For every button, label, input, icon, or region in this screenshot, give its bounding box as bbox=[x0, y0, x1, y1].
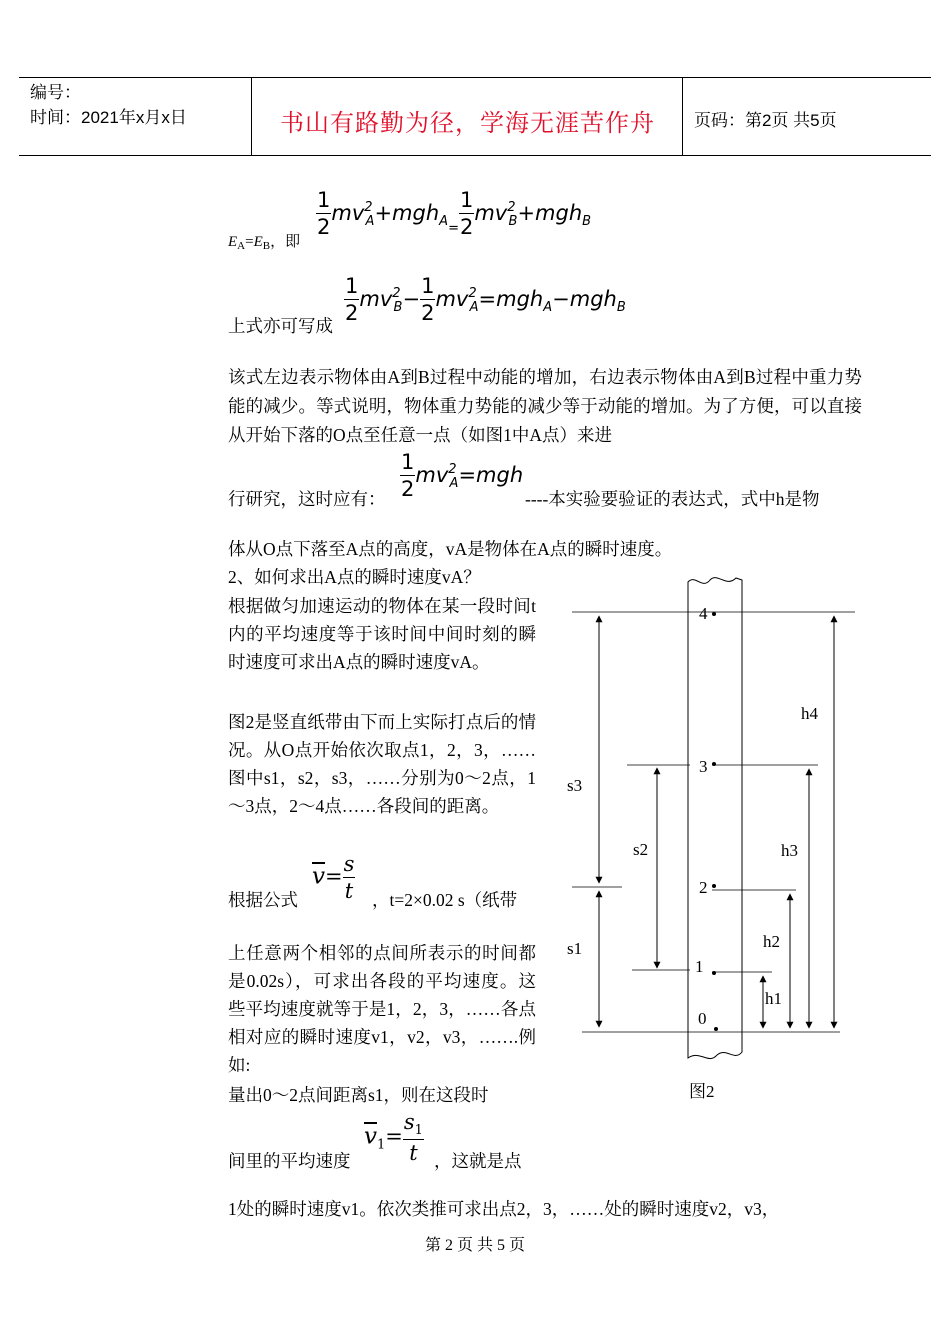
page-footer: 第 2 页 共 5 页 bbox=[424, 1237, 525, 1254]
point-label-0: 0 bbox=[698, 1009, 707, 1028]
header-bottom-rule bbox=[19, 155, 931, 156]
point-label-2: 2 bbox=[699, 878, 708, 897]
tape-dot-4 bbox=[712, 612, 716, 616]
tape-dot-0 bbox=[714, 1027, 718, 1031]
paragraph-segment-speed: 上任意两个相邻的点间所表示的时间都是0.02s），可求出各段的平均速度。这些平均速度就等于是1，2，3，……各点相对应的瞬时速度v1，v2，v3，…….例如: bbox=[228, 943, 536, 1075]
v1-lead: 间里的平均速度 bbox=[228, 1151, 351, 1171]
time-label: 时间：2021年x月x日 bbox=[30, 108, 187, 127]
label-s1: s1 bbox=[567, 939, 583, 958]
point-label-3: 3 bbox=[699, 757, 708, 776]
paragraph-explanation: 该式左边表示物体由A到B过程中动能的增加，右边表示物体由A到B过程中重力势能的减少。等式说明，物体重力势能的减少等于动能的增加。为了方便，可以直接从开始下落的O点至任意一点（如图1中A点）来进 bbox=[228, 367, 862, 445]
paper-tape-outline bbox=[688, 578, 742, 1059]
formula-v1: $\overline{v}_1=$ $\frac{s_1}{t}$ bbox=[364, 1110, 423, 1165]
point-label-4: 4 bbox=[699, 604, 708, 623]
study-line-lead: 行研究，这时应有： bbox=[228, 489, 386, 509]
height-definition: 体从O点下落至A点的高度，vA是物体在A点的瞬时速度。 bbox=[228, 539, 673, 559]
formula-tail: ，t=2×0.02 s（纸带 bbox=[372, 890, 518, 910]
paragraph-measure-s1: 量出0～2点间距离s1，则在这段时 bbox=[228, 1085, 489, 1105]
equation-energy-difference: $\frac{1}{2}$ $mv^2_B-$ $\frac{1}{2}$ $mv^2_A=mgh_A-mgh_B$ bbox=[345, 274, 626, 325]
serial-label: 编号： bbox=[30, 83, 81, 102]
header-page-label: 页码：第2页 共5页 bbox=[694, 111, 837, 130]
paragraph-average-velocity: 根据做匀加速运动的物体在某一段时间t内的平均速度等于该时间中间时刻的瞬时速度可求出A点的瞬时速度vA。 bbox=[228, 596, 536, 672]
equation-energy-conservation: $\frac{1}{2}$ $mv^2_A+mgh_{A=}$ $\frac{1}{2}$ $mv^2_B+mgh_B$ bbox=[317, 188, 592, 239]
label-h2: h2 bbox=[763, 932, 780, 951]
label-h4: h4 bbox=[801, 704, 818, 723]
equation-verify: $\frac{1}{2}$ $mv^2_A=mgh$ bbox=[401, 450, 524, 501]
label-s2: s2 bbox=[633, 840, 649, 859]
last-line: 1处的瞬时速度v1。依次类推可求出点2，3，……处的瞬时速度v2，v3， bbox=[228, 1199, 780, 1219]
header-motto: 书山有路勤为径，学海无涯苦作舟 bbox=[280, 111, 655, 137]
formula-lead: 根据公式 bbox=[228, 890, 298, 910]
study-line-tail: ----本实验要验证的表达式，式中h是物 bbox=[525, 489, 820, 509]
header-top-rule bbox=[19, 77, 931, 78]
tape-dot-2 bbox=[712, 884, 716, 888]
tape-dot-3 bbox=[712, 762, 716, 766]
label-h1: h1 bbox=[765, 989, 782, 1008]
label-s3: s3 bbox=[567, 776, 583, 795]
question-2: 2、如何求出A点的瞬时速度vA？ bbox=[228, 567, 481, 587]
paragraph-tape-description: 图2是竖直纸带由下而上实际打点后的情况。从O点开始依次取点1，2，3，……图中s1，s2，s3，……分别为0～2点，1～3点，2～4点……各段间的距离。 bbox=[228, 712, 536, 816]
v1-tail: ，这就是点 bbox=[434, 1151, 522, 1171]
eq1-lead: $E_A=E_B$，即 bbox=[228, 234, 301, 252]
figure-caption: 图2 bbox=[689, 1082, 715, 1101]
eq2-lead: 上式亦可写成 bbox=[228, 316, 333, 336]
figure-paper-tape bbox=[560, 570, 870, 1110]
tape-dot-1 bbox=[712, 971, 716, 975]
header-meta bbox=[30, 80, 187, 130]
formula-average-velocity: $\overline{v}=$ $\frac{s}{t}$ bbox=[312, 852, 355, 903]
label-h3: h3 bbox=[781, 841, 798, 860]
point-label-1: 1 bbox=[695, 957, 704, 976]
